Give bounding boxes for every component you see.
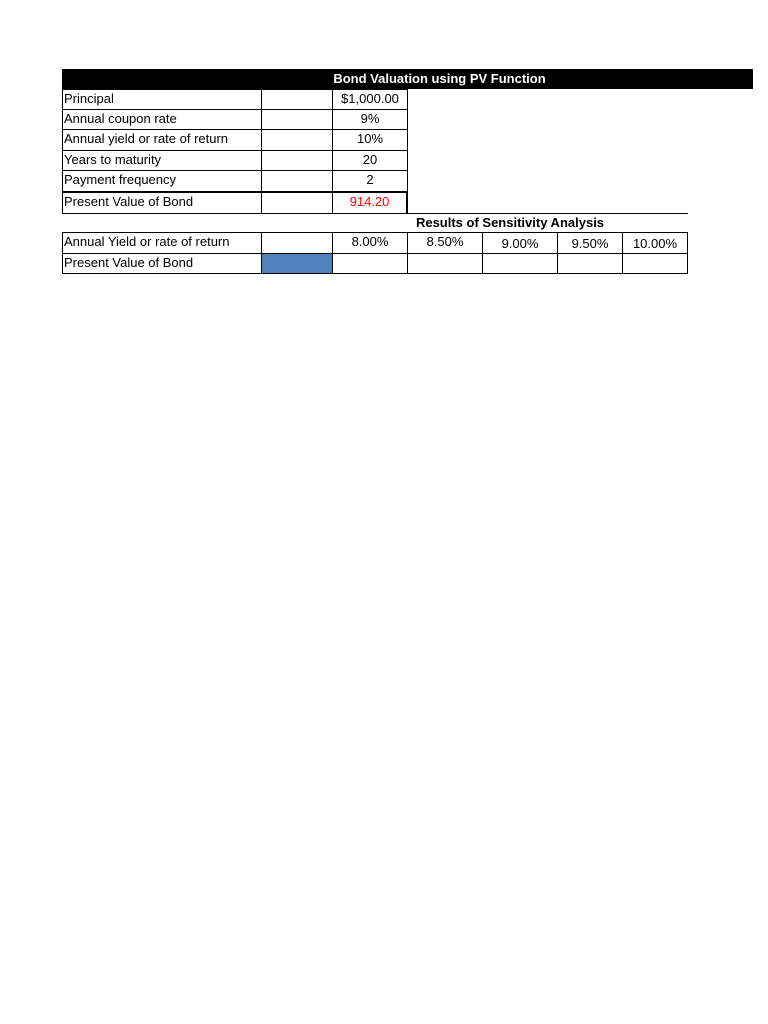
input-value-years[interactable]: 20 [332,150,408,171]
input-value-yield[interactable]: 10% [332,129,408,151]
input-label-coupon-rate[interactable]: Annual coupon rate [62,109,262,130]
sensitivity-pv-cell[interactable] [622,253,688,274]
sensitivity-rate-cell[interactable]: 8.00% [332,232,408,254]
input-blank-years[interactable] [261,150,333,171]
input-label-yield[interactable]: Annual yield or rate of return [62,129,262,151]
sensitivity-pv-label[interactable]: Present Value of Bond [62,253,262,274]
sensitivity-rate-cell[interactable]: 9.50% [557,232,623,254]
input-value-frequency[interactable]: 2 [332,170,408,192]
sensitivity-pv-cell[interactable] [482,253,558,274]
input-blank-present-value[interactable] [261,192,333,214]
sheet-title-bar [62,69,753,89]
sensitivity-rate-cell[interactable]: 8.50% [407,232,483,254]
input-blank-coupon-rate[interactable] [261,109,333,130]
input-label-principal[interactable]: Principal [62,89,262,110]
sensitivity-rate-cell[interactable]: 9.00% [482,232,558,254]
input-label-years[interactable]: Years to maturity [62,150,262,171]
input-blank-yield[interactable] [261,129,333,151]
sheet-title: Bond Valuation using PV Function [333,71,546,86]
input-label-present-value[interactable]: Present Value of Bond [62,192,262,214]
input-blank-principal[interactable] [261,89,333,110]
input-value-coupon-rate[interactable]: 9% [332,109,408,130]
sensitivity-yield-blank[interactable] [261,232,333,254]
sensitivity-title: Results of Sensitivity Analysis [332,213,688,232]
input-value-principal[interactable]: $1,000.00 [332,89,408,110]
sensitivity-pv-cell[interactable] [332,253,408,274]
input-blank-frequency[interactable] [261,170,333,192]
sensitivity-yield-label[interactable]: Annual Yield or rate of return [62,232,262,254]
sensitivity-pv-cell[interactable] [557,253,623,274]
present-value-result[interactable]: 914.20 [332,192,408,214]
input-label-frequency[interactable]: Payment frequency [62,170,262,192]
sensitivity-pv-cell[interactable] [407,253,483,274]
sensitivity-rate-cell[interactable]: 10.00% [622,232,688,254]
selected-cell[interactable] [261,253,333,274]
